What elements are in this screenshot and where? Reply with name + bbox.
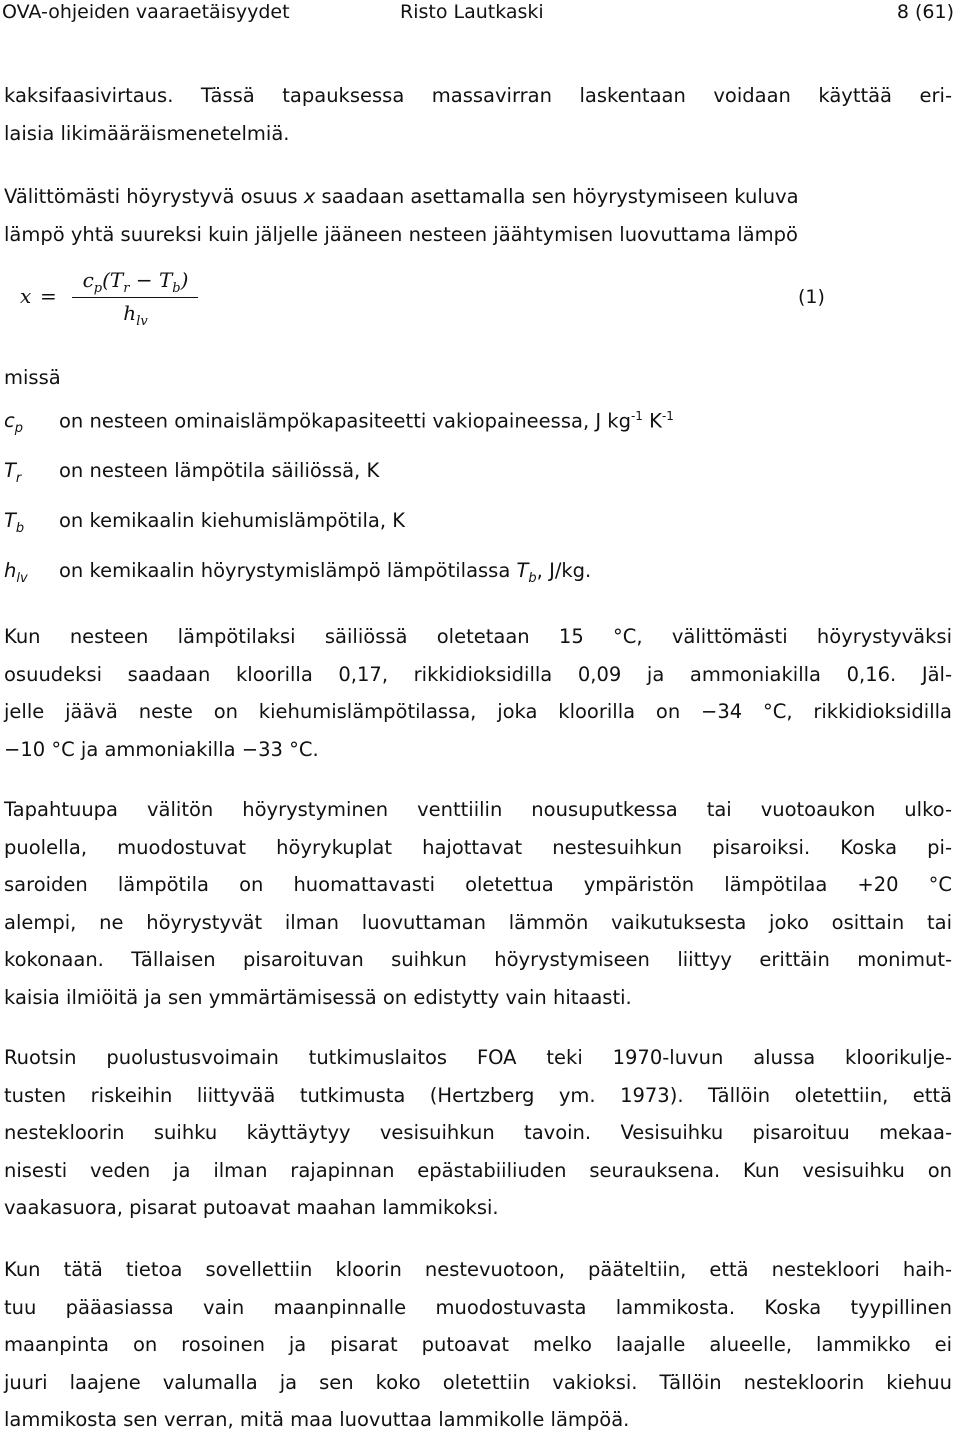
definition-symbol [4, 459, 21, 486]
eq-token: (T [102, 268, 124, 292]
text-line: maanpinta on rosoinen ja pisarat putoavat melko laajalle alueelle, lammikko ei [4, 1333, 952, 1356]
variable-x: x [303, 185, 316, 208]
definition-tb [4, 509, 944, 539]
text-line: saroiden lämpötila on huomattavasti oletettua ympäristön lämpötilaa +20 °C [4, 873, 952, 896]
text-line: Tapahtuupa välitön höyrystyminen venttiilin nousuputkessa tai vuotoaukon ulko- [4, 798, 952, 821]
text-line: jelle jäävä neste on kiehumislämpötilassa, joka kloorilla on −34 °C, rikkidioksidilla [4, 700, 952, 723]
superscript: -1 [661, 409, 674, 423]
text-line: laisia likimääräismenetelmiä. [4, 121, 290, 145]
paragraph-5 [4, 1039, 952, 1227]
definition-text: on kemikaalin kiehumislämpötila, K [59, 509, 406, 532]
equation-lhs: x [20, 284, 32, 308]
text-line: vaakasuora, pisarat putoavat maahan lammikoksi. [4, 1196, 499, 1219]
text-line: puolella, muodostuvat höyrykuplat hajottavat nestesuihkun pisaroiksi. Koska pi- [4, 835, 952, 859]
text-line: lämpö yhtä suureksi kuin jäljelle jääneen nesteen jäähtymisen luovuttama lämpö [4, 222, 798, 246]
definition-text [59, 559, 591, 586]
symbol-base: h [4, 559, 17, 582]
paragraph-2 [4, 178, 952, 253]
fraction-denominator [68, 301, 203, 329]
definition-symbol [4, 559, 28, 586]
paragraph-4 [4, 791, 952, 1016]
equation-1 [20, 268, 940, 334]
paragraph-1 [4, 77, 952, 152]
definition-hlv [4, 559, 944, 589]
text-line: lammikosta sen verran, mitä maa luovuttaa lammikolle lämpöä. [4, 1408, 630, 1431]
eq-subscript: r [123, 281, 130, 296]
text-run: , J/kg. [536, 559, 592, 582]
header-page-number: 8 (61) [896, 1, 954, 23]
fraction-bar [72, 297, 198, 298]
text-run: on kemikaalin höyrystymislämpö lämpötilassa [59, 559, 517, 582]
text-line: nestekloorin suihku käyttäytyy vesisuihkun tavoin. Vesisuihku pisaroituu mekaa- [4, 1121, 952, 1144]
superscript: -1 [630, 409, 643, 423]
eq-token: c [82, 268, 94, 292]
paragraph-6 [4, 1251, 952, 1439]
text-run: on nesteen ominaislämpökapasiteetti vakiopaineessa, J kg [59, 409, 631, 433]
definition-tr [4, 459, 944, 489]
definition-cp [4, 409, 944, 439]
text-run: Välittömästi höyrystyvä osuus [4, 185, 304, 208]
symbol-base: T [4, 459, 16, 482]
text-line [4, 178, 952, 216]
symbol-subscript: lv [16, 570, 28, 586]
paragraph-3 [4, 618, 952, 768]
fraction-numerator [68, 268, 203, 296]
equation-equals: = [40, 284, 57, 308]
symbol-base: c [4, 409, 15, 432]
definition-symbol [4, 409, 23, 436]
text-line: Kun nesteen lämpötilaksi säiliössä oletetaan 15 °C, välittömästi höyrystyväksi [4, 625, 952, 648]
text-line: tusten riskeihin liittyvää tutkimusta (Hertzberg ym. 1973). Tällöin oletettiin, että [4, 1083, 952, 1107]
text-line: −10 °C ja ammoniakilla −33 °C. [4, 737, 319, 761]
symbol-base: T [4, 509, 16, 532]
eq-subscript: b [172, 281, 181, 296]
where-label: missä [4, 366, 61, 389]
symbol-subscript: r [15, 470, 22, 486]
text-line: kaksifaasivirtaus. Tässä tapauksessa massavirran laskentaan voidaan käyttää eri- [4, 84, 952, 107]
text-line: juuri laajene valumalla ja sen koko oletettiin vakioksi. Tällöin nestekloorin kiehuu [4, 1370, 952, 1394]
symbol-subscript: b [15, 520, 25, 536]
text-run: K [642, 409, 662, 433]
variable-t: T [516, 559, 529, 582]
equation-number: (1) [798, 286, 825, 308]
text-line: alempi, ne höyrystyvät ilman luovuttaman lämmön vaikutuksesta joko osittain tai [4, 910, 952, 934]
eq-subscript: p [93, 281, 103, 296]
eq-token: ) [180, 268, 189, 292]
text-line: kokonaan. Tällaisen pisaroituvan suihkun höyrystymiseen liittyy erittäin monimut- [4, 948, 952, 971]
header-author: Risto Lautkaski [400, 1, 544, 23]
eq-subscript: lv [136, 314, 148, 329]
definition-text: on nesteen lämpötila säiliössä, K [59, 459, 380, 482]
text-line: Kun tätä tietoa sovellettiin kloorin nestevuotoon, pääteltiin, että nestekloori haih- [4, 1258, 952, 1281]
symbol-subscript: b [528, 570, 537, 586]
text-line: nisesti veden ja ilman rajapinnan epästabiiliuden seurauksena. Kun vesisuihku on [4, 1158, 952, 1182]
text-line: Ruotsin puolustusvoimain tutkimuslaitos FOA teki 1970-luvun alussa kloorikulje- [4, 1046, 952, 1069]
symbol-subscript: p [14, 420, 23, 436]
eq-token: h [123, 301, 137, 325]
text-run: saadaan asettamalla sen höyrystymiseen kuluva [315, 185, 799, 208]
header-document-title: OVA-ohjeiden vaaraetäisyydet [2, 1, 290, 23]
eq-token: − T [129, 268, 173, 292]
text-line: osuudeksi saadaan kloorilla 0,17, rikkidioksidilla 0,09 ja ammoniakilla 0,16. Jäl- [4, 662, 952, 686]
text-line: tuu pääasiassa vain maanpinnalle muodostuvasta lammikosta. Koska tyypillinen [4, 1295, 952, 1319]
definition-symbol [4, 509, 24, 536]
text-line: kaisia ilmiöitä ja sen ymmärtämisessä on edistytty vain hitaasti. [4, 985, 632, 1009]
page-header [0, 0, 960, 26]
definition-text [59, 409, 674, 433]
